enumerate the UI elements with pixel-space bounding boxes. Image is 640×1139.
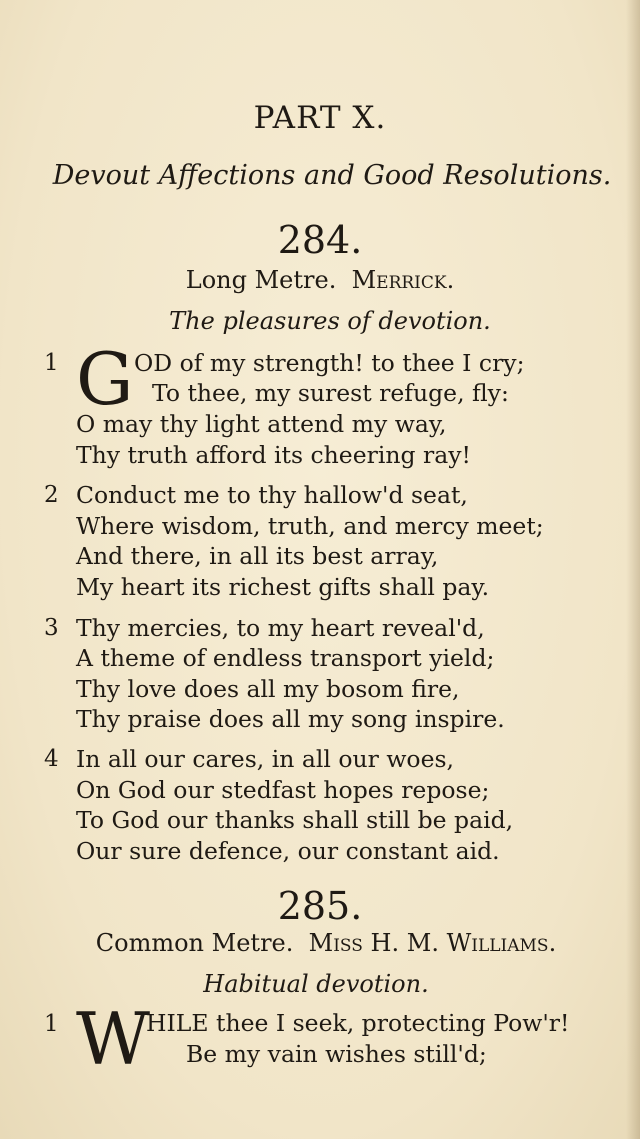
verse-number: 1 xyxy=(44,350,59,376)
verse-line: And there, in all its best array, xyxy=(76,542,439,570)
hymn-284-author: Merrick. xyxy=(351,266,455,294)
verse-line: On God our stedfast hopes repose; xyxy=(76,776,490,804)
hymn-285-theme: Habitual devotion. xyxy=(203,970,429,998)
verse-line: In all our cares, in all our woes, xyxy=(76,745,455,773)
hymn-284-metre: Long Metre. xyxy=(185,266,337,294)
drop-cap-letter: G xyxy=(76,337,134,421)
verse-line: HILE thee I seek, protecting Pow'r! xyxy=(146,1009,570,1037)
verse-line: To God our thanks shall still be paid, xyxy=(76,806,514,834)
verse-line: Conduct me to thy hallow'd seat, xyxy=(76,481,468,509)
verse-line: Thy praise does all my song inspire. xyxy=(76,705,505,733)
hymn-284-metre-line xyxy=(0,266,640,294)
drop-cap-letter: W xyxy=(76,997,151,1081)
verse-line: Be my vain wishes still'd; xyxy=(186,1040,487,1068)
hymn-284-theme: The pleasures of devotion. xyxy=(169,307,491,335)
part-title: PART X. xyxy=(253,100,387,136)
hymn-number-285: 285. xyxy=(277,884,363,928)
verse-line: My heart its richest gifts shall pay. xyxy=(76,573,490,601)
verse-number: 1 xyxy=(44,1011,59,1037)
verse-number: 2 xyxy=(44,482,59,508)
verse-line: Where wisdom, truth, and mercy meet; xyxy=(76,512,544,540)
verse-line: O may thy light attend my way, xyxy=(76,410,447,438)
verse-line: To thee, my surest refuge, fly: xyxy=(152,379,509,407)
verse-line: Thy truth afford its cheering ray! xyxy=(76,441,471,469)
hymn-285-metre: Common Metre. xyxy=(95,929,294,957)
hymn-285-author: Miss H. M. Williams. xyxy=(308,929,557,957)
verse-line: Thy mercies, to my heart reveal'd, xyxy=(76,614,485,642)
verse-number: 4 xyxy=(44,746,59,772)
verse-number: 3 xyxy=(44,615,59,641)
verse-line: A theme of endless transport yield; xyxy=(76,644,495,672)
part-subtitle: Devout Affections and Good Resolutions. xyxy=(52,160,612,191)
hymn-number-284: 284. xyxy=(277,218,363,262)
verse-line: Our sure defence, our constant aid. xyxy=(76,837,500,865)
hymn-285-metre-line xyxy=(6,929,640,957)
verse-line: OD of my strength! to thee I cry; xyxy=(134,349,525,377)
verse-line: Thy love does all my bosom fire, xyxy=(76,675,460,703)
